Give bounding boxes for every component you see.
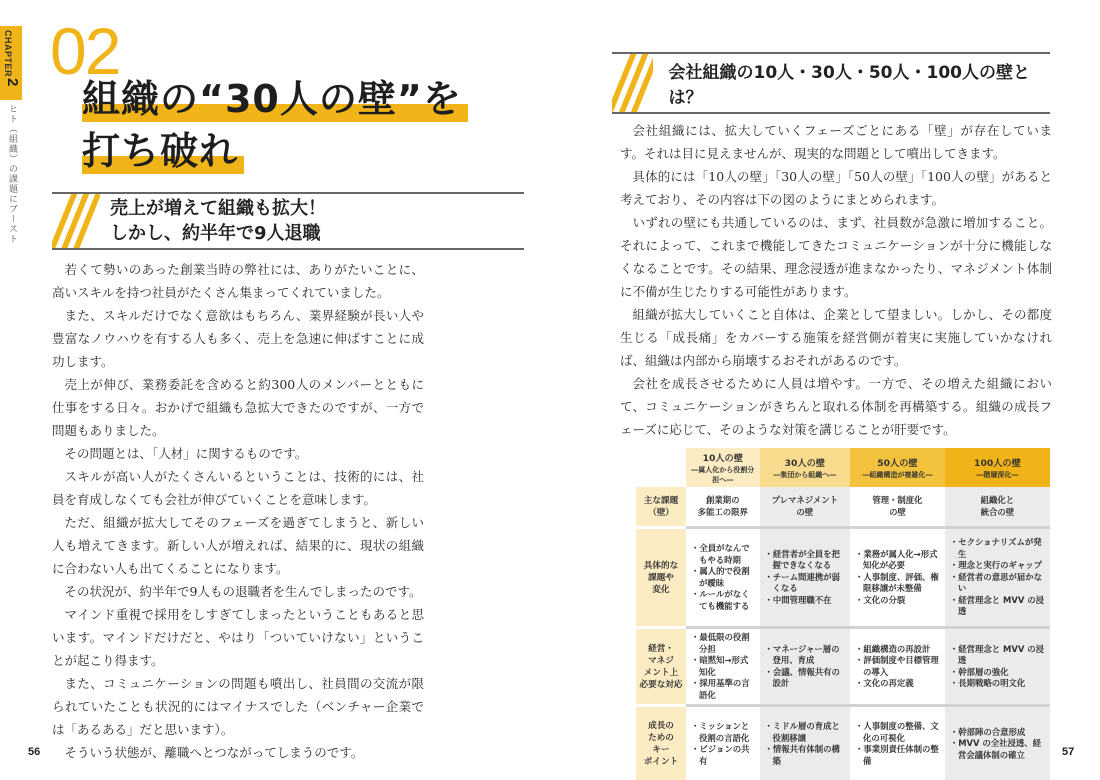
table-cell — [760, 629, 851, 707]
paragraph: マインド重視で採用をしすぎてしまったということもあると思います。マインドだけだと、やはり「ついていけない」ということが起こり得ます。 — [52, 607, 424, 668]
paragraph: 会社組織には、拡大していくフェーズごとにある「壁」が存在しています。それは目に見えませんが、現実的な問題として噴出してきます。 — [620, 123, 1052, 161]
bullet-item: ・ 暗黙知→形式知化 — [691, 655, 755, 678]
table-cell — [686, 529, 760, 629]
paragraph: 組織が拡大していくこと自体は、企業として望ましい。しかし、その都度生じる「成長痛」をカバーする施策を経営側が着実に実施していかなければ、組織は内部から崩壊するおそれがあるのです。 — [620, 307, 1052, 368]
table-cell: プレマネジメント の壁 — [760, 487, 851, 529]
page-title-line-1 — [82, 77, 462, 121]
table-row-management-response — [636, 629, 1050, 707]
bullet-item: ・ 最低限の役割分担 — [691, 632, 755, 655]
row-header: 具体的な 課題や 変化 — [636, 529, 686, 629]
subheading: 会社組織の10人・30人・50人・100人の壁とは？ — [668, 63, 1030, 108]
paragraph: スキルが高い人がたくさんいるということは、技術的には、社員を育成しなくても会社が伸びていくことを意味します。 — [52, 469, 424, 507]
subheading-line-2: しかし、約半年で9人退職 — [110, 223, 321, 244]
column-subtitle: ―階層深化― — [976, 471, 1019, 479]
paragraph: 会社を成長させるために人員は増やす。一方で、その増えた組織において、コミュニケーションがきちんと取れる体制を再構築する。組織の成長フェーズに応じて、そのような対策を講じることが肝要です。 — [620, 376, 1052, 437]
bullet-item: ・ 会議、情報共有の設計 — [765, 667, 846, 690]
bullet-item: ・ 人事制度の整備、文化の可視化 — [855, 721, 940, 744]
bullet-item: ・ セクショナリズムが発生 — [950, 537, 1045, 560]
row-header: 主な課題 （壁） — [636, 487, 686, 529]
bullet-item: ・ ビジョンの共有 — [691, 744, 755, 767]
column-subtitle: ―集団から組織へ― — [773, 471, 837, 479]
paragraph: いずれの壁にも共通しているのは、まず、社員数が急激に増加すること。それによって、これまで機能してきたコミュニケーションが十分に機能しなくなることです。その結果、理念浸透が進まなかったり、マネジメント体制に不備が生じたりする可能性があります。 — [620, 215, 1052, 299]
table-body — [636, 487, 1050, 780]
bullet-item: ・ 理念と実行のギャップ — [950, 560, 1045, 572]
bullet-item: ・ 幹部層の強化 — [950, 667, 1045, 679]
section-number: 02 — [50, 14, 120, 88]
paragraph: 売上が伸び、業務委託を含めると約300人のメンバーとともに仕事をする日々。おかげで組織も急拡大できたのですが、一方で問題もありました。 — [52, 377, 424, 438]
row-header: 経営・ マネジ メント上 必要な対応 — [636, 629, 686, 707]
table-row-specific-changes — [636, 529, 1050, 629]
bullet-item: ・ 属人的で役割が曖昧 — [691, 566, 755, 589]
table-row-key-points — [636, 707, 1050, 780]
chapter-label: CHAPTER — [3, 30, 13, 78]
bullet-item: ・ ミドル層の育成と役割移譲 — [765, 721, 846, 744]
chapter-number: 2 — [4, 78, 21, 87]
subheading-box — [612, 52, 1050, 114]
table-cell — [945, 529, 1050, 629]
bullet-item: ・ MVV の全社浸透、経営会議体制の確立 — [950, 738, 1045, 761]
paragraph: 若くて勢いのあった創業当時の弊社には、ありがたいことに、高いスキルを持つ社員がたくさん集まってくれていました。 — [52, 262, 424, 300]
table-cell — [760, 529, 851, 629]
body-text — [620, 119, 1052, 441]
table-cell — [850, 529, 945, 629]
page-number: 56 — [28, 746, 41, 758]
bullet-item: ・ ルールがなくても機能する — [691, 589, 755, 612]
table-cell — [760, 707, 851, 780]
subheading — [100, 196, 326, 246]
bullet-item: ・ 文化の再定義 — [855, 678, 940, 690]
bullet-item: ・ 業務が属人化→形式知化が必要 — [855, 549, 940, 572]
bullet-item: ・ 採用基準の言語化 — [691, 678, 755, 701]
bullet-item: ・ マネージャー層の登用、育成 — [765, 644, 846, 667]
bullet-item: ・ 経営理念と MVV の浸透 — [950, 644, 1045, 667]
table-corner — [636, 448, 686, 487]
bullet-item: ・ 中間管理職不在 — [765, 595, 846, 607]
paragraph: その状況が、約半年で9人もの退職者を生んでしまったのです。 — [64, 584, 422, 599]
page-title-line-2 — [82, 129, 239, 173]
table-cell: 創業期の 多能工の限界 — [686, 487, 760, 529]
title-text: 組織の“30人の壁”を — [82, 77, 462, 121]
bullet-item: ・ 評価制度や目標管理の導入 — [855, 655, 940, 678]
bullet-item: ・ 経営者の意思が届かない — [950, 572, 1045, 595]
table-cell: 組織化と 統合の壁 — [945, 487, 1050, 529]
table-cell: 管理・制度化 の壁 — [850, 487, 945, 529]
column-title: 50人の壁 — [877, 458, 918, 469]
column-title: 10人の壁 — [702, 453, 743, 464]
page-number: 57 — [1062, 746, 1075, 758]
paragraph: ただ、組織が拡大してそのフェーズを過ぎてしまうと、新しい人も増えてきます。新しい人が増えれば、結果的に、現状の組織に合わない人も出てくることになります。 — [52, 515, 424, 576]
stripes-icon — [612, 54, 653, 112]
subheading-box — [52, 192, 524, 250]
column-title: 30人の壁 — [784, 458, 825, 469]
right-page — [550, 0, 1100, 780]
column-header-10 — [686, 448, 760, 487]
table-cell — [686, 629, 760, 707]
bullet-item: ・ ミッションと役割の言語化 — [691, 721, 755, 744]
bullet-item: ・ 長期戦略の明文化 — [950, 678, 1045, 690]
bullet-item: ・ 経営理念と MVV の浸透 — [950, 595, 1045, 618]
subheading-line-1: 売上が増えて組織も拡大！ — [110, 198, 326, 219]
chapter-subtitle: ヒト（組織）の課題にブースト — [7, 104, 17, 244]
paragraph: また、コミュニケーションの問題も噴出し、社員間の交流が限られていたことも状況的にはマイナスでした（ベンチャー企業では「あるある」だと思います）。 — [52, 676, 424, 737]
bullet-item: ・ 組織構造の再設計 — [855, 644, 940, 656]
table-header-row — [636, 448, 1050, 487]
bullet-item: ・ チーム間連携が弱くなる — [765, 572, 846, 595]
bullet-item: ・ 幹部陣の合意形成 — [950, 727, 1045, 739]
paragraph: また、スキルだけでなく意欲はもちろん、業界経験が長い人や豊富なノウハウを有する人も多く、売上を急速に伸ばすことに成功します。 — [52, 308, 424, 369]
organization-walls-table — [636, 448, 1050, 780]
column-header-50 — [850, 448, 945, 487]
bullet-item: ・ 全員がなんでもやる時期 — [691, 543, 755, 566]
column-subtitle: ―属人化から役割分担へ― — [691, 466, 755, 484]
column-subtitle: ―組織構造が複雑化― — [862, 471, 933, 479]
table-cell — [945, 707, 1050, 780]
table-cell — [686, 707, 760, 780]
stripes-icon — [52, 194, 100, 248]
column-header-100 — [945, 448, 1050, 487]
table-cell — [850, 707, 945, 780]
paragraph: 具体的には「10人の壁」「30人の壁」「50人の壁」「100人の壁」があると考えており、その内容は下の図のようにまとめられます。 — [620, 169, 1052, 207]
column-header-30 — [760, 448, 851, 487]
table-row-main-issue — [636, 487, 1050, 529]
bullet-item: ・ 人事制度、評価、権限移譲が未整備 — [855, 572, 940, 595]
table-cell — [945, 629, 1050, 707]
paragraph: そういう状態が、離職へとつながってしまうのです。 — [64, 745, 364, 760]
column-title: 100人の壁 — [974, 458, 1021, 469]
bullet-item: ・ 文化の分裂 — [855, 595, 940, 607]
bullet-item: ・ 事業別責任体制の整備 — [855, 744, 940, 767]
title-text: 打ち破れ — [82, 129, 239, 173]
bullet-item: ・ 経営者が全員を把握できなくなる — [765, 549, 846, 572]
bullet-item: ・ 情報共有体制の構築 — [765, 744, 846, 767]
table-cell — [850, 629, 945, 707]
paragraph: その問題とは、「人材」に関するものです。 — [64, 446, 308, 461]
row-header: 成長の ための キー ポイント — [636, 707, 686, 780]
body-text — [52, 258, 424, 764]
